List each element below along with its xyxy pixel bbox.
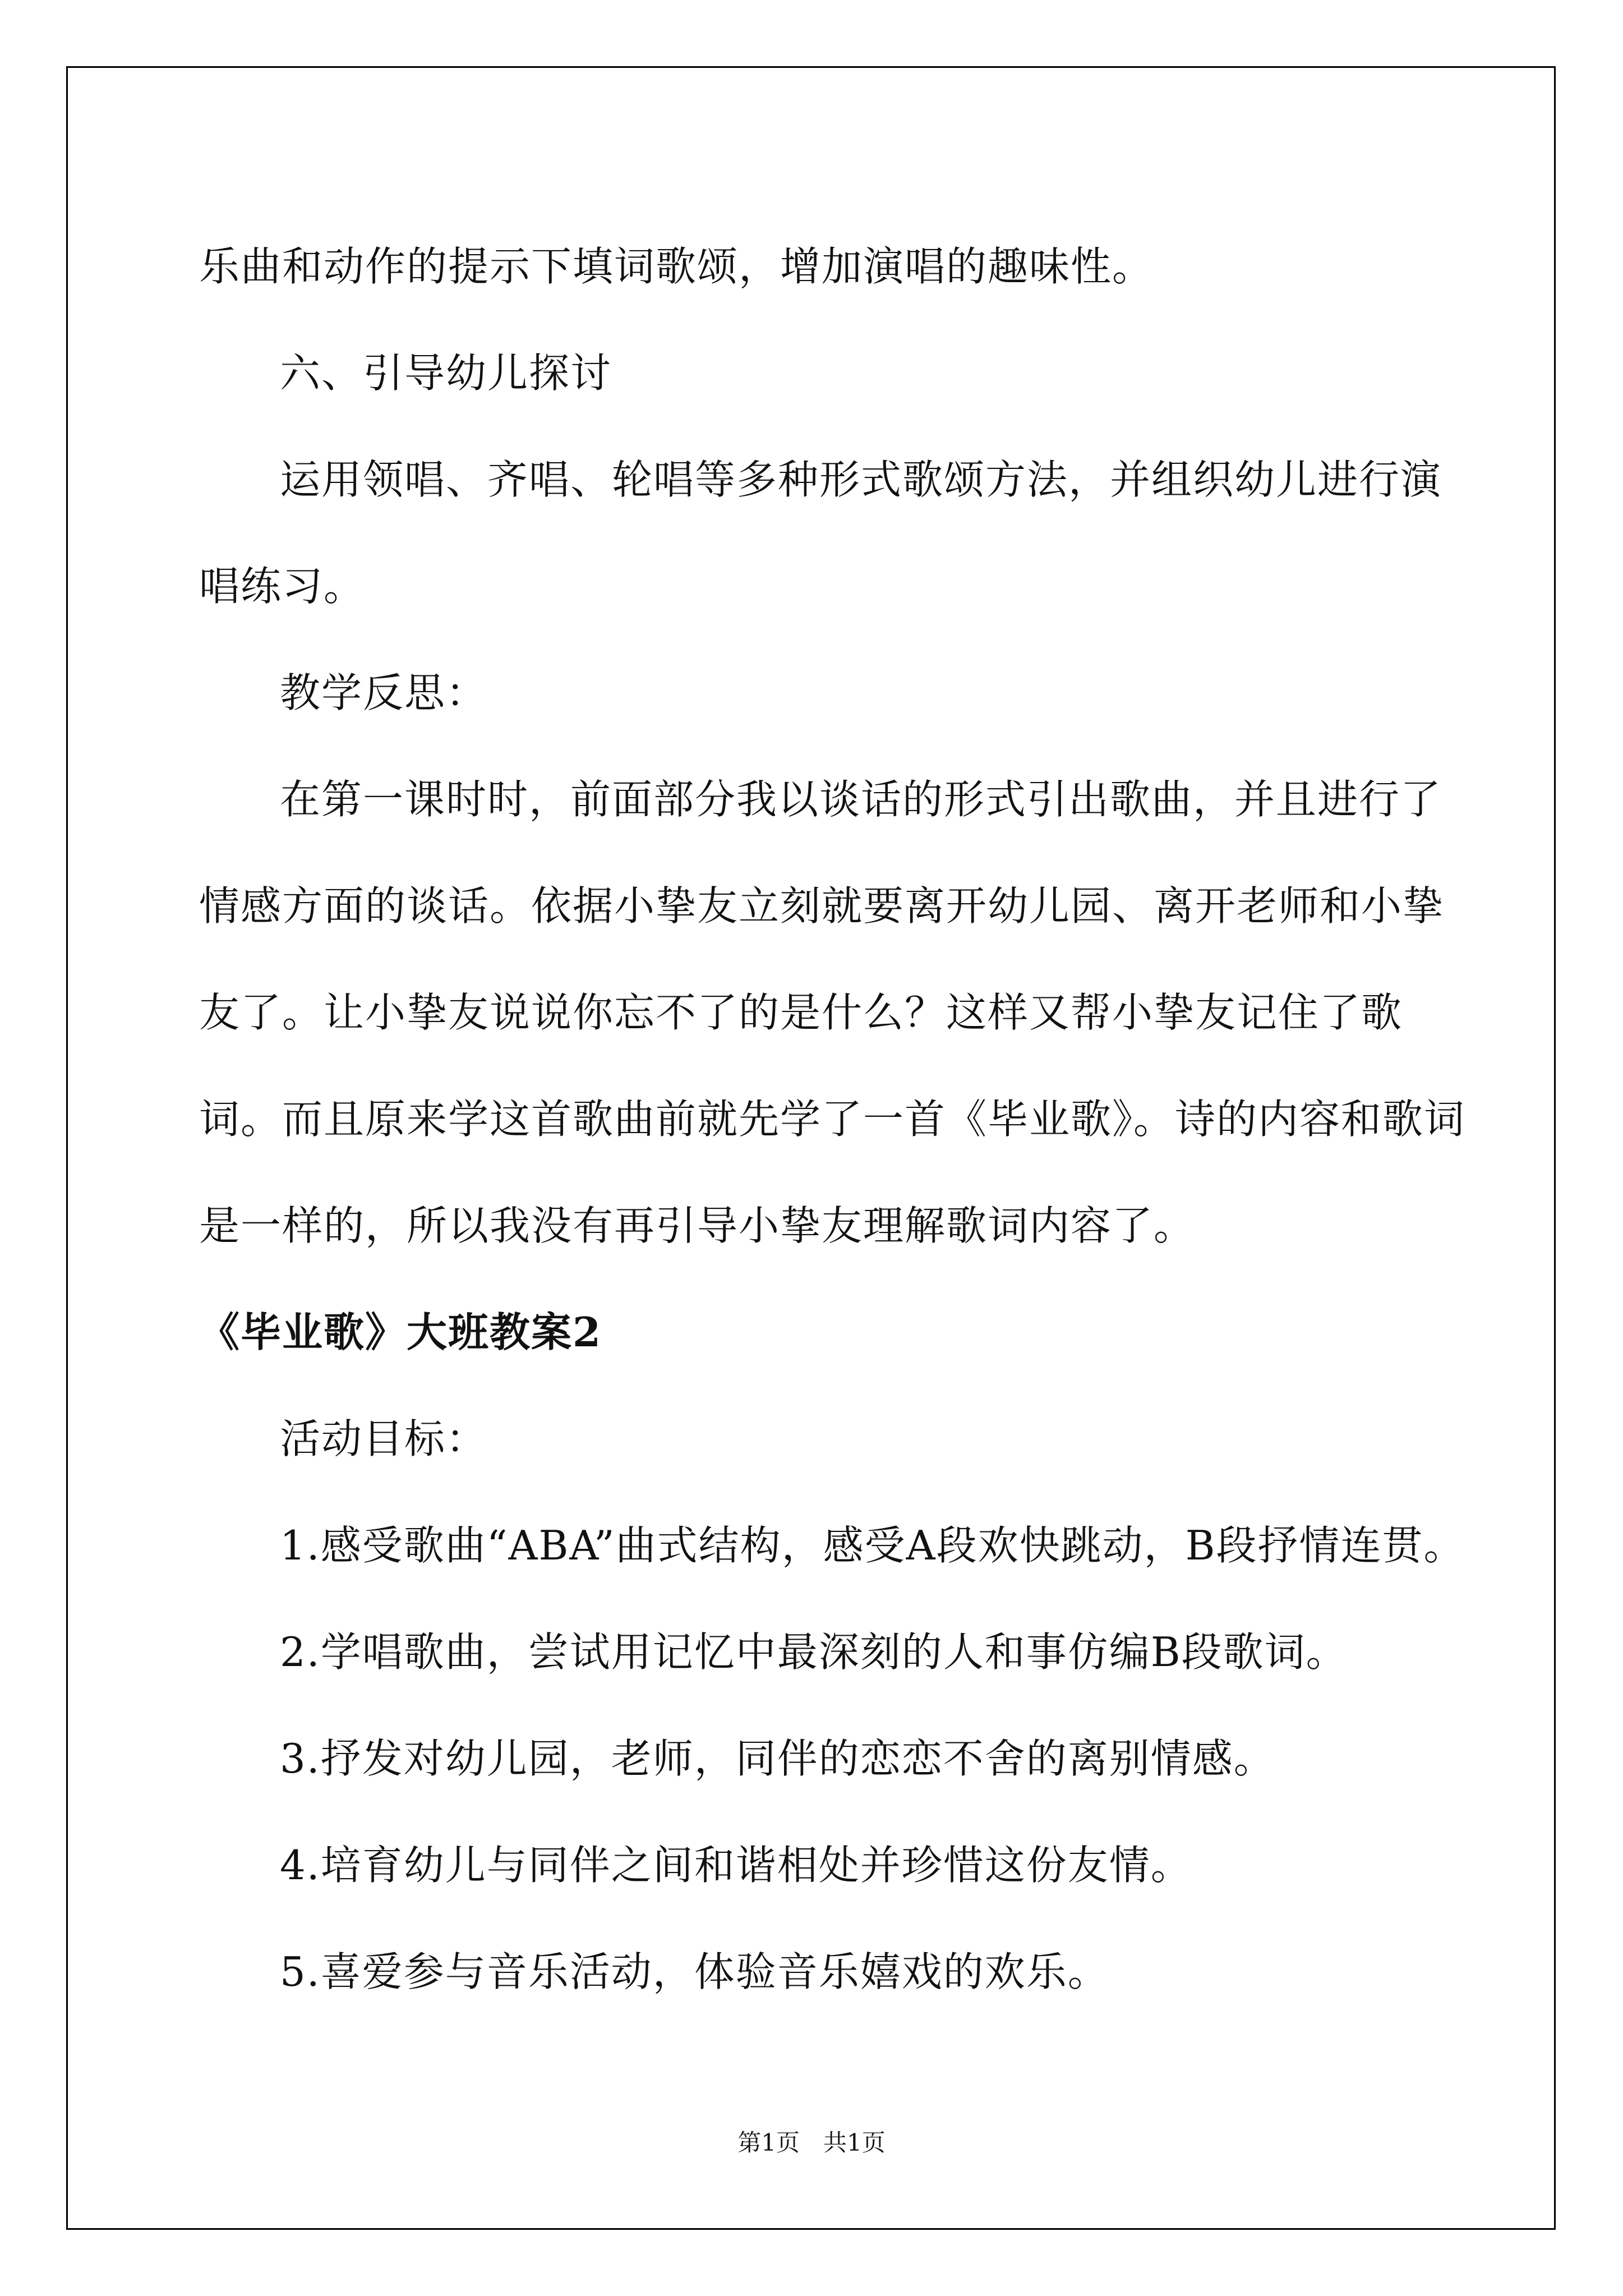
paragraph: 教学反思： (280, 669, 488, 716)
list-item: 3.抒发对幼儿园，老师，同伴的恋恋不舍的离别情感。 (280, 1735, 1275, 1782)
section-title: 《毕业歌》大班教案2 (199, 1308, 602, 1356)
paragraph: 六、引导幼儿探讨 (280, 349, 612, 397)
list-item: 2.学唱歌曲，尝试用记忆中最深刻的人和事仿编B段歌词。 (280, 1628, 1348, 1676)
list-item: 1.感受歌曲“ABA”曲式结构，感受A段欢快跳动，B段抒情连贯。 (280, 1522, 1465, 1569)
paragraph: 活动目标： (280, 1415, 488, 1462)
list-item: 5.喜爱参与音乐活动，体验音乐嬉戏的欢乐。 (280, 1948, 1109, 1995)
paragraph: 运用领唱、齐唱、轮唱等多种形式歌颂方法，并组织幼儿进行演唱练习。 (199, 456, 1442, 610)
page-footer: 第1页 共1页 (737, 2129, 886, 2156)
paragraph: 在第一课时时，前面部分我以谈话的形式引出歌曲，并且进行了情感方面的谈话。依据小挚友立刻就要离开幼儿园、离开老师和小挚友了。让小挚友说说你忘不了的是什么？这样又帮小挚友记住了歌词。而且原来学这首歌曲前就先学了一首《毕业歌》。诗的内容和歌词是一样的，所以我没有再引导小挚友理解歌词内容了。 (199, 776, 1466, 1249)
list-item: 4.培育幼儿与同伴之间和谐相处并珍惜这份友情。 (280, 1842, 1192, 1889)
document-body (199, 213, 1467, 2025)
paragraph: 乐曲和动作的提示下填词歌颂，增加演唱的趣味性。 (199, 243, 1154, 290)
